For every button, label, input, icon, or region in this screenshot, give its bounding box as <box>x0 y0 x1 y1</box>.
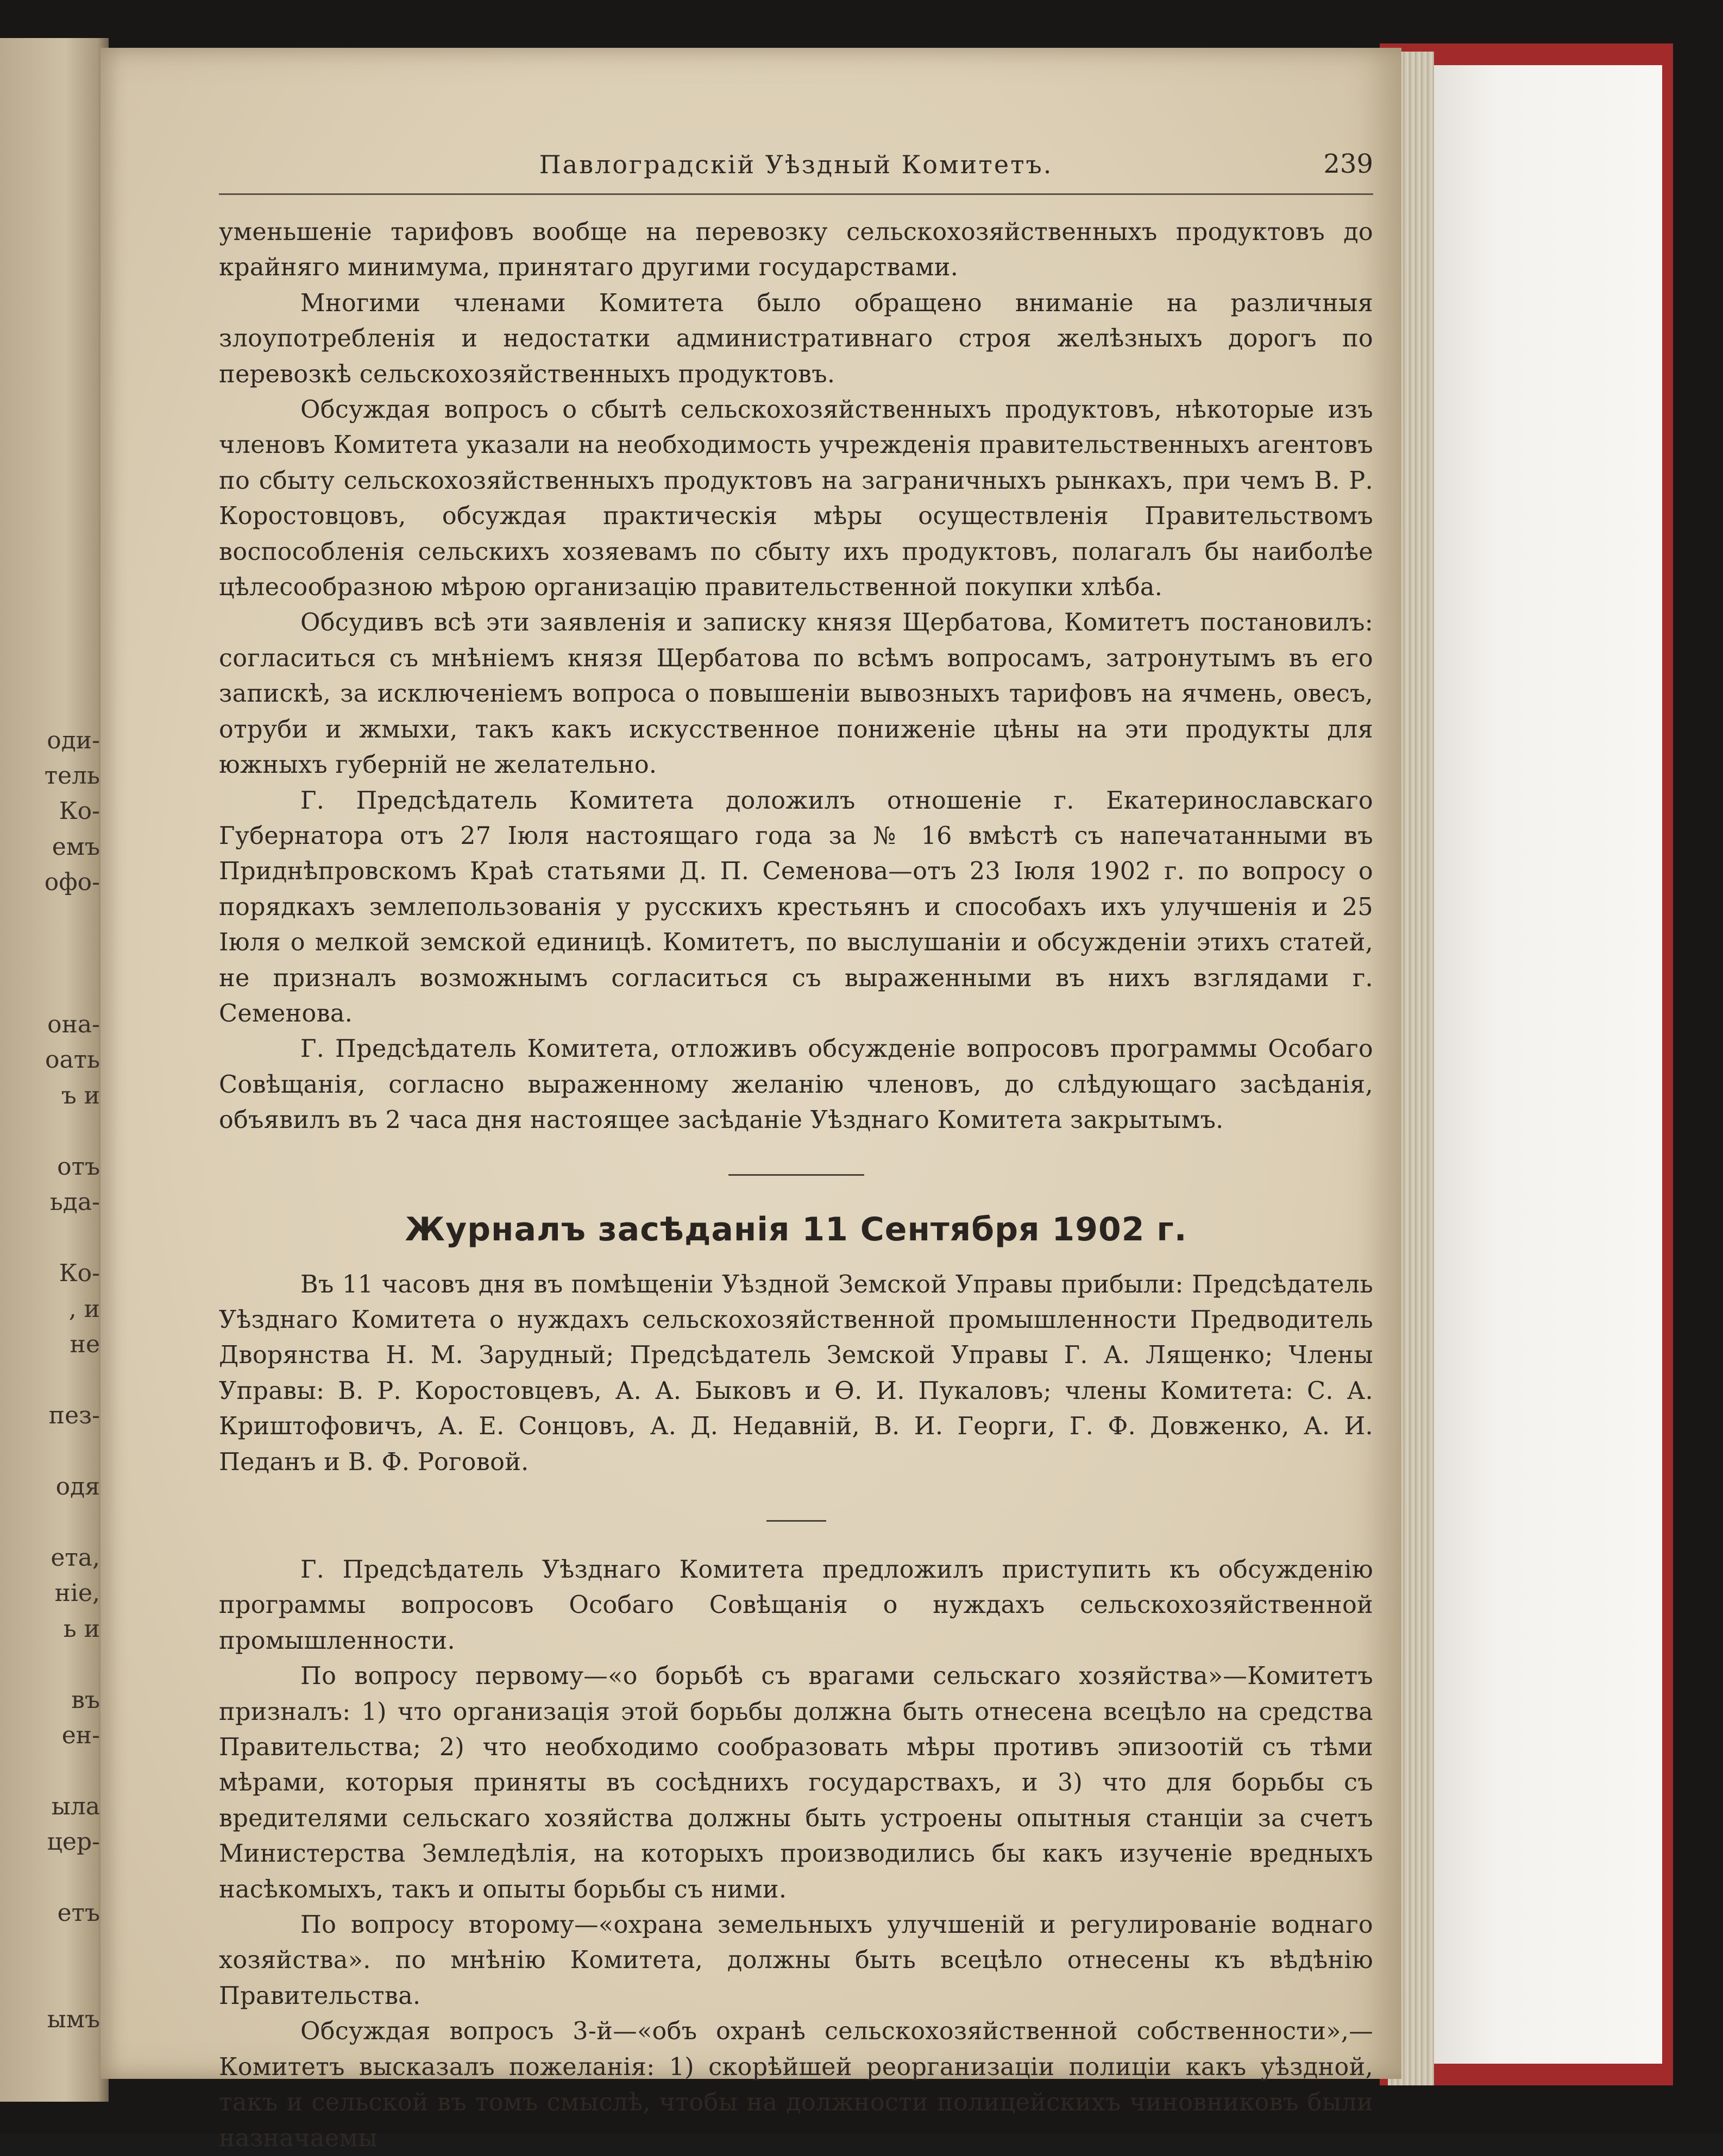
left-fragment: ымъ <box>47 2006 100 2033</box>
left-fragment: не <box>70 1331 100 1358</box>
left-fragment: ніе, <box>54 1579 100 1607</box>
left-fragment: офо- <box>44 868 100 896</box>
paragraph: Многими членами Комитета было обращено вниманіе на различныя злоупотребленія и недостатки административнаго строя желѣзныхъ дорогъ по перевозкѣ сельскохозяйственныхъ продуктовъ. <box>219 289 1373 388</box>
left-fragment: пез- <box>48 1402 100 1429</box>
left-fragment: ета, <box>51 1544 100 1572</box>
short-divider <box>766 1520 826 1522</box>
left-fragment: цер- <box>47 1828 100 1856</box>
book-page <box>100 48 1401 2152</box>
left-fragment: одя <box>55 1473 100 1501</box>
left-fragment: въ <box>71 1686 100 1714</box>
left-fragment: тель <box>44 762 100 790</box>
cover-endpaper <box>1429 65 1662 2064</box>
section-divider <box>728 1174 864 1176</box>
left-fragment: оди- <box>47 727 100 754</box>
left-fragment: ен- <box>61 1722 100 1749</box>
left-fragment: ь и <box>63 1615 100 1643</box>
paragraph: По вопросу второму—«охрана земельныхъ улучшеній и регулированіе воднаго хозяйства». по мнѣнію Комитета, должны быть всецѣло отнесены къ вѣдѣнію Правительства. <box>219 1911 1373 2010</box>
left-fragment: она- <box>47 1011 100 1038</box>
page-text-block <box>219 144 1373 2156</box>
running-title: Павлоградскій Уѣздный Комитетъ. <box>539 150 1053 179</box>
left-fragment: отъ <box>57 1153 100 1181</box>
paragraph: Обсуждая вопросъ о сбытѣ сельскохозяйственныхъ продуктовъ, нѣкоторые изъ членовъ Комитета указали на необходимость учрежденія правительственныхъ агентовъ по сбыту сельскохозяйственныхъ продуктовъ на заграничныхъ рынкахъ, при чемъ В. Р. Коростовцовъ, обсуждая практическія мѣры осуществленія Правительствомъ воспособленія сельскихъ хозяевамъ по сбыту ихъ продуктовъ, полагалъ бы наиболѣе цѣлесообразною мѣрою организацію правительственной покупки хлѣба. <box>219 396 1373 602</box>
paragraph: Г. Предсѣдатель Уѣзднаго Комитета предложилъ приступить къ обсужденію программы вопросовъ Особаго Совѣщанія о нуждахъ сельскохозяйственной промышленности. <box>219 1556 1373 1655</box>
left-fragment: оать <box>45 1046 100 1074</box>
left-fragment: ъ и <box>61 1082 100 1109</box>
left-fragment: ьда- <box>49 1188 100 1216</box>
left-fragment: Ко- <box>59 1259 100 1287</box>
paragraph: Г. Предсѣдатель Комитета доложилъ отношеніе г. Екатеринославскаго Губернатора отъ 27 Іюля настоящаго года за № 16 вмѣстѣ съ напечатанными въ Приднѣпровскомъ Краѣ статьями Д. П. Семенова—отъ 23 Іюля 1902 г. по вопросу о порядкахъ землепользованія у русскихъ крестьянъ и способахъ ихъ улучшенія и 25 Іюля о мелкой земской единицѣ. Комитетъ, по выслушаніи и обсужденіи этихъ статей, не призналъ возможнымъ согласиться съ выраженными въ нихъ взглядами г. Семенова. <box>219 786 1373 1027</box>
previous-page-edge <box>0 38 109 2102</box>
left-fragment: етъ <box>57 1899 100 1927</box>
left-fragment: емъ <box>52 833 100 861</box>
left-fragment: , и <box>68 1295 100 1323</box>
page-number: 239 <box>1323 149 1373 179</box>
paragraph: Г. Предсѣдатель Комитета, отложивъ обсужденіе вопросовъ программы Особаго Совѣщанія, согласно выраженному желанію членовъ, до слѣдующаго засѣданія, объявилъ въ 2 часа дня настоящее засѣданіе Уѣзднаго Комитета закрытымъ. <box>219 1035 1373 1134</box>
paragraph: Обсудивъ всѣ эти заявленія и записку князя Щербатова, Комитетъ постановилъ: согласиться съ мнѣніемъ князя Щербатова по всѣмъ вопросамъ, затронутымъ въ его запискѣ, за исключеніемъ вопроса о повышеніи вывозныхъ тарифовъ на ячмень, овесъ, отруби и жмыхи, такъ какъ искусственное пониженіе цѣны на эти продукты для южныхъ губерній не желательно. <box>219 609 1373 779</box>
left-fragment: Ко- <box>59 797 100 825</box>
attendance-paragraph: Въ 11 часовъ дня въ помѣщеніи Уѣздной Земской Управы прибыли: Предсѣдатель Уѣзднаго Комитета о нуждахъ сельскохозяйственной промышленности Предводитель Дворянства Н. М. Зарудный; Предсѣдатель Земской Управы Г. А. Лященко; Члены Управы: В. Р. Коростовцевъ, А. А. Быковъ и Ѳ. И. Пукаловъ; члены Комитета: С. А. Криштофовичъ, А. Е. Сонцовъ, А. Д. Недавній, В. И. Георги, Г. Ф. Довженко, А. И. Педанъ и В. Ф. Роговой. <box>219 1270 1373 1476</box>
left-fragment: ыла <box>51 1793 100 1820</box>
section-heading: Журналъ засѣданія 11 Сентября 1902 г. <box>405 1210 1187 1249</box>
running-header <box>219 144 1373 195</box>
paragraph: По вопросу первому—«о борьбѣ съ врагами сельскаго хозяйства»—Комитетъ призналъ: 1) что организація этой борьбы должна быть отнесена всецѣло на средства Правительства; 2) что необходимо сообразовать мѣры противъ эпизоотій съ тѣми мѣрами, которыя приняты въ сосѣднихъ государствахъ, и 3) что для борьбы съ вредителями сельскаго хозяйства должны быть устроены опытныя станціи за счетъ Министерства Земледѣлія, на которыхъ производились бы какъ изученіе вредныхъ насѣкомыхъ, такъ и опыты борьбы съ ними. <box>219 1662 1373 1903</box>
paragraph: уменьшеніе тарифовъ вообще на перевозку сельскохозяйственныхъ продуктовъ до крайняго минимума, принятаго другими государствами. <box>219 218 1373 282</box>
paragraph: Обсуждая вопросъ 3-й—«объ охранѣ сельскохозяйственной собственности»,—Комитетъ высказалъ пожеланія: 1) скорѣйшей реорганизаціи полиціи какъ уѣздной, такъ и сельской въ томъ смыслѣ, чтобы на должности полицейскихъ чиновниковъ были назначаемы <box>219 2018 1373 2152</box>
